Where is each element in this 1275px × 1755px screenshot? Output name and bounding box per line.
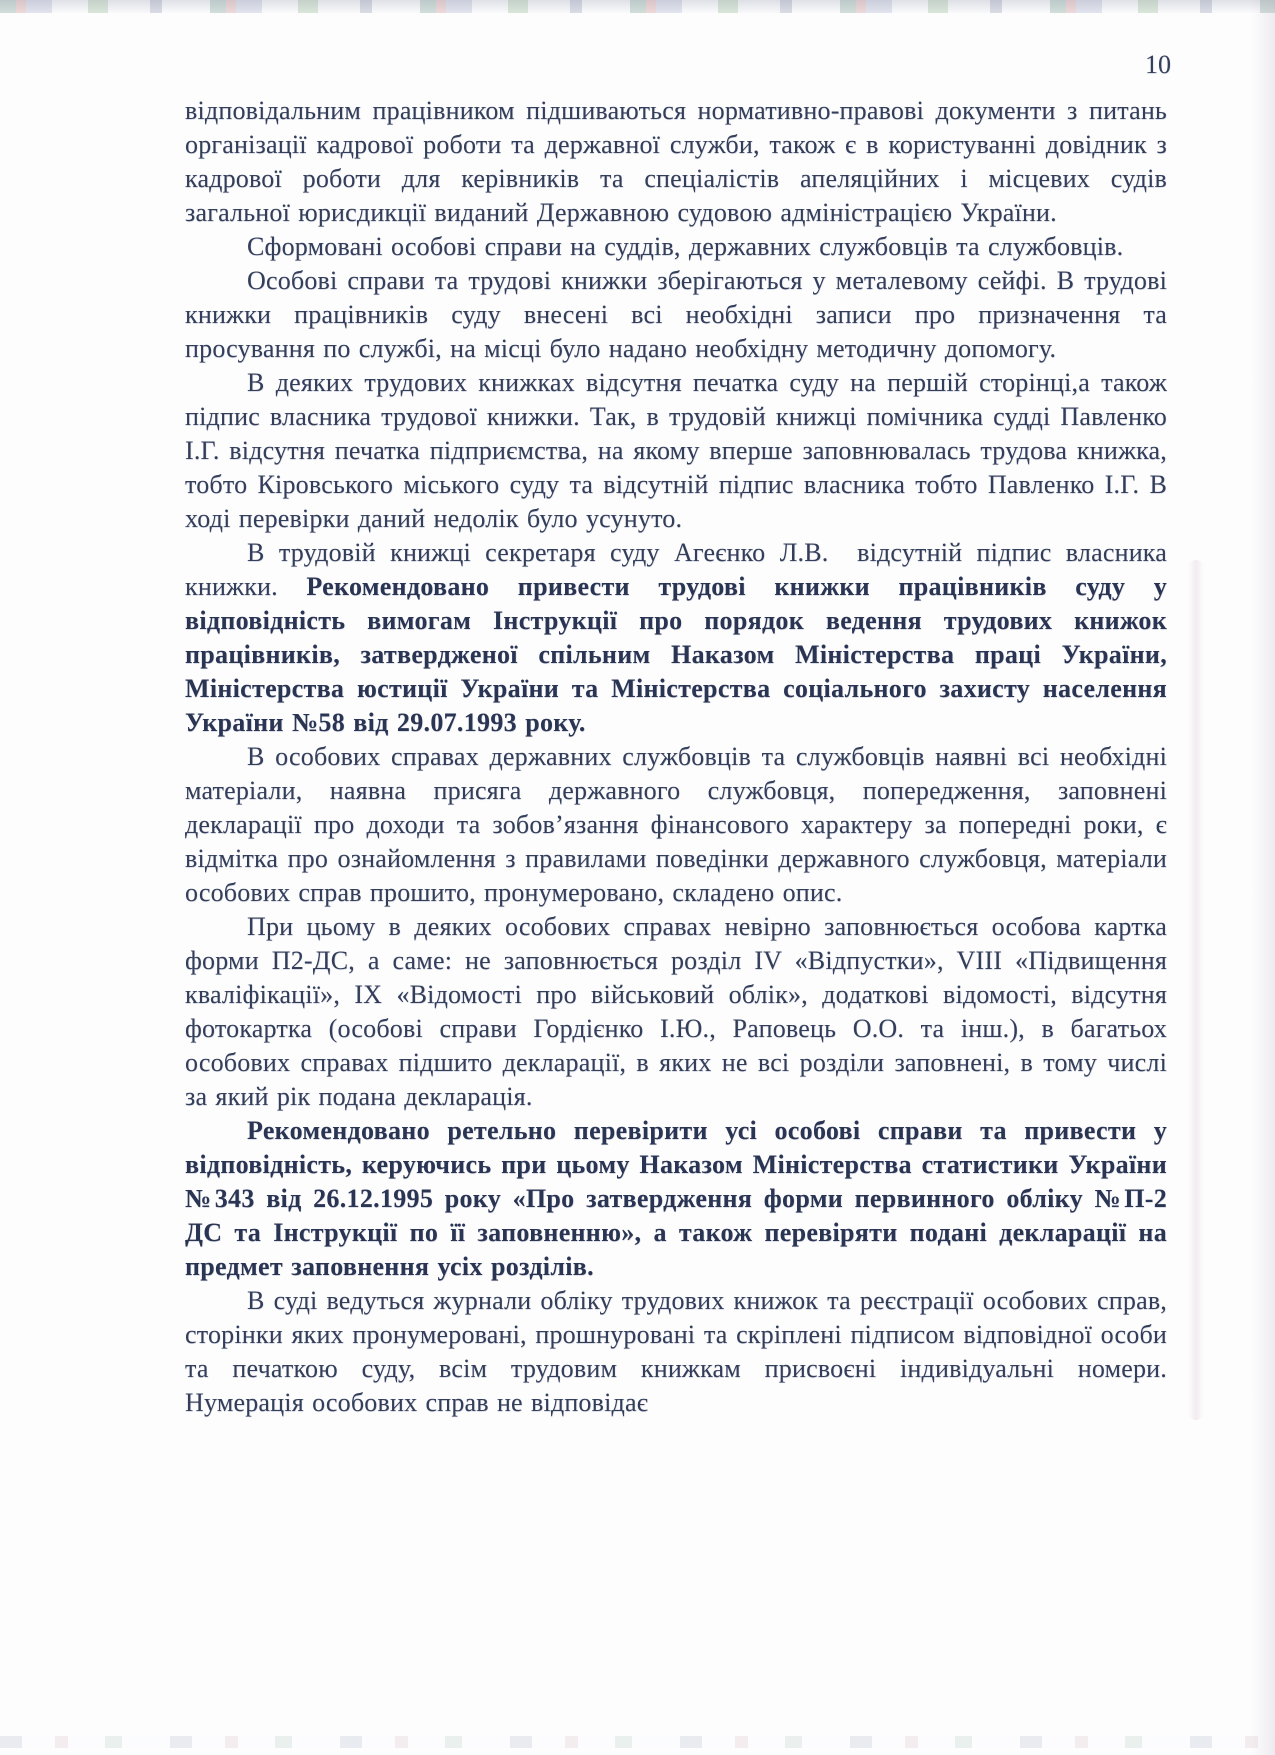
paragraph <box>185 264 1167 366</box>
paragraph-text: В суді ведуться журнали обліку трудових книжок та реєстрації особових справ, сторінки яких пронумеровані, прошнуровані та скріплені підписом відповідної особи та печаткою суду, всім трудовим книжкам присвоєні індивідуальні номери. Нумерація особових справ не відповідає <box>185 1286 1167 1417</box>
scan-noise-top <box>0 0 1275 13</box>
paragraph-text: відповідальним працівником підшиваються нормативно-правові документи з питань організації кадрової роботи та державної служби, також є в користуванні довідник з кадрової роботи для керівників та спеціалістів апеляційних і місцевих судів загальної юрисдикції виданий Державною судовою адміністрацією України. <box>185 96 1167 227</box>
paragraph-text: В особових справах державних службовців та службовців наявні всі необхідні матеріали, наявна присяга державного службовця, попередження, заповнені декларації про доходи та зобов’язання фінансового характеру за попередні роки, є відмітка про ознайомлення з правилами поведінки державного службовця, матеріали особових справ прошито, пронумеровано, складено опис. <box>185 742 1167 907</box>
paragraph-text: Особові справи та трудові книжки зберігаються у металевому сейфі. В трудові книжки працівників суду внесені всі необхідні записи про призначення та просування по службі, на місці було надано необхідну методичну допомогу. <box>185 266 1167 363</box>
paragraph <box>185 740 1167 910</box>
paragraph-text-bold: Рекомендовано ретельно перевірити усі особові справи та привести у відповідність, керуючись при цьому Наказом Міністерства статистики України №343 від 26.12.1995 року «Про затвердження форми первинного обліку №П-2 ДС та Інструкції по її заповненню», а також перевіряти подані декларації на предмет заповнення усіх розділів. <box>185 1116 1167 1281</box>
paragraph-text-bold: Рекомендовано привести трудові книжки працівників суду у відповідність вимогам Інструкції про порядок ведення трудових книжок працівників, затвердженої спільним Наказом Міністерства праці України, Міністерства юстиції України та Міністерства соціального захисту населення України №58 від 29.07.1993 року. <box>185 572 1167 737</box>
paragraph <box>185 94 1167 230</box>
paragraph <box>185 230 1167 264</box>
paragraph <box>185 910 1167 1114</box>
paragraph-text: В трудовій книжці секретаря суду Агеєнко Л.В. відсутній підпис власника книжки. <box>185 538 1167 601</box>
paragraph <box>185 1114 1167 1284</box>
document-body <box>185 94 1167 1420</box>
scan-streak <box>1250 0 1275 1755</box>
paragraph <box>185 366 1167 536</box>
paragraph-text: При цьому в деяких особових справах невірно заповнюється особова картка форми П2-ДС, а саме: не заповнюється розділ IV «Відпустки», VIII «Підвищення кваліфікації», IX «Відомості про військовий облік», додаткові відомості, відсутня фотокартка (особові справи Гордієнко І.Ю., Раповець О.О. та інш.), в багатьох особових справах підшито декларації, в яких не всі розділи заповнені, в тому числі за який рік подана декларація. <box>185 912 1167 1111</box>
scan-noise-bottom <box>0 1736 1275 1748</box>
scan-smudge <box>1188 560 1204 1420</box>
paragraph <box>185 536 1167 740</box>
paragraph-text: В деяких трудових книжках відсутня печатка суду на першій сторінці,а також підпис власника трудової книжки. Так, в трудовій книжці помічника судді Павленко І.Г. відсутня печатка підприємства, на якому вперше заповнювалась трудова книжка, тобто Кіровського міського суду та відсутній підпис власника тобто Павленко І.Г. В ході перевірки даний недолік було усунуто. <box>185 368 1167 533</box>
page-number: 10 <box>1145 50 1171 79</box>
paragraph <box>185 1284 1167 1420</box>
paragraph-text: Сформовані особові справи на суддів, державних службовців та службовців. <box>247 232 1124 261</box>
